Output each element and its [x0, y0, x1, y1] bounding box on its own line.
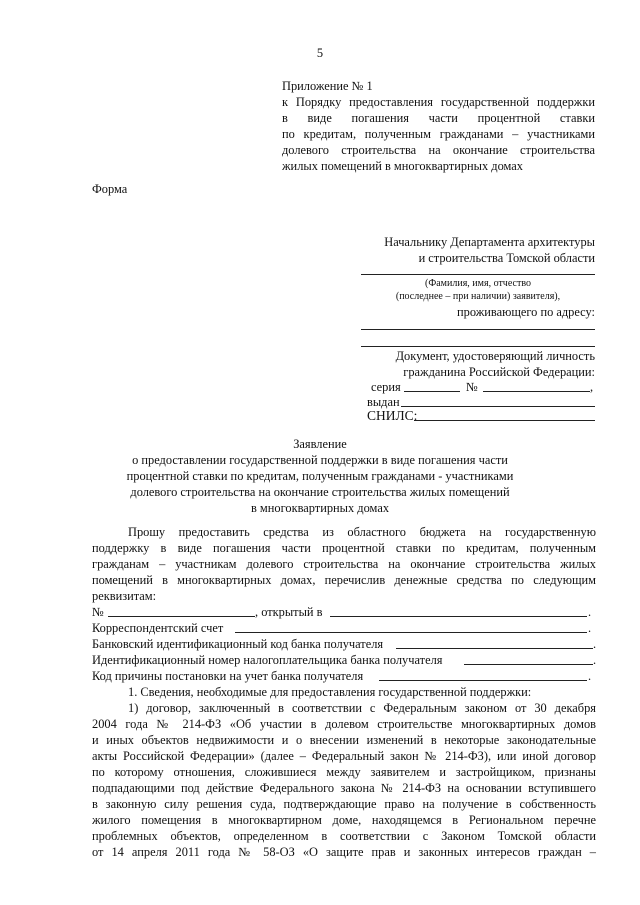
page-number: 5: [316, 46, 324, 60]
document-subtitle: в многоквартирных домах: [250, 501, 390, 515]
info-line: акты Российской Федерации» (далее – Федеральный закон № 214-ФЗ), или иной договор: [92, 749, 596, 763]
identity-doc-label: Документ, удостоверяющий личность: [395, 349, 595, 363]
info-line: от 14 апреля 2011 года № 58-ОЗ «О защите прав и законных интересов граждан –: [92, 845, 596, 859]
applicant-name-line[interactable]: [361, 274, 595, 275]
kpp-field[interactable]: [379, 680, 587, 681]
address-line-1[interactable]: [361, 329, 595, 330]
request-line: гражданам – участникам долевого строительства на окончание строительства жилых: [92, 557, 596, 571]
info-line: 1) договор, заключенный в соответствии с Федеральным законом от 30 декабря: [128, 701, 596, 715]
inn-label: Идентификационный номер налогоплательщика банка получателя: [92, 653, 443, 667]
bank-name-field[interactable]: [330, 616, 587, 617]
account-no-label: №: [92, 605, 104, 619]
request-line: помещений в многоквартирных домах, перечислив денежные средства по следующим: [92, 573, 596, 587]
info-line: проблемных объектов, определенном в соответствии с Законом Томской области: [92, 829, 596, 843]
document-subtitle: процентной ставки по кредитам, полученным гражданами - участниками: [126, 469, 514, 483]
document-subtitle: о предоставлении государственной поддержки в виде погашения части: [132, 453, 508, 467]
address-line-2[interactable]: [361, 346, 595, 347]
info-line: 2004 года № 214-ФЗ «Об участии в долевом строительстве многоквартирных домов: [92, 717, 596, 731]
series-label: серия: [371, 380, 401, 394]
request-line: Прошу предоставить средства из областного бюджета на государственную: [128, 525, 596, 539]
colon: ,: [590, 380, 594, 394]
series-field[interactable]: [404, 391, 460, 392]
document-subtitle: долевого строительства на окончание строительства жилых помещений: [130, 485, 510, 499]
appendix-title: Приложение № 1: [282, 79, 373, 93]
inn-field[interactable]: [464, 664, 593, 665]
period: .: [588, 605, 592, 619]
snils-field[interactable]: [414, 420, 595, 421]
addressee-line: Начальнику Департамента архитектуры: [384, 235, 595, 249]
issued-label: выдан: [367, 395, 400, 409]
appendix-line: жилых помещений в многоквартирных домах: [282, 159, 523, 173]
addressee-line: и строительства Томской области: [418, 251, 595, 265]
appendix-line: по кредитам, полученным гражданами – участниками: [282, 127, 595, 141]
section-title: 1. Сведения, необходимые для предоставления государственной поддержки:: [128, 685, 532, 699]
corr-account-field[interactable]: [235, 632, 587, 633]
info-line: по которому отношения, сложившиеся между заявителем и застройщиком, признаны: [92, 765, 596, 779]
period: .: [588, 621, 592, 635]
appendix-line: долевого строительства на окончание строительства: [282, 143, 595, 157]
request-line: поддержку в виде погашения части процентной ставки по кредитам, полученным: [92, 541, 596, 555]
identity-doc-label: гражданина Российской Федерации:: [403, 365, 595, 379]
form-label: Форма: [92, 182, 128, 196]
appendix-line: к Порядку предоставления государственной поддержки: [282, 95, 595, 109]
period: .: [593, 637, 597, 651]
opened-in-label: , открытый в: [255, 605, 323, 619]
period: .: [593, 653, 597, 667]
bik-label: Банковский идентификационный код банка получателя: [92, 637, 384, 651]
snils-label: СНИЛС:: [367, 408, 418, 423]
info-line: и иных объектов недвижимости и о внесении изменений в некоторые законодательные: [92, 733, 596, 747]
appendix-line: в виде погашения части процентной ставки: [282, 111, 595, 125]
bik-field[interactable]: [396, 648, 593, 649]
issued-field[interactable]: [401, 406, 595, 407]
info-line: в законную силу решения суда, подтверждающие право на получение в собственность: [92, 797, 596, 811]
number-label: №: [466, 380, 478, 394]
kpp-label: Код причины постановки на учет банка получателя: [92, 669, 364, 683]
info-line: жилого помещения в многоквартирном доме, находящемся в Региональном перечне: [92, 813, 596, 827]
account-number-field[interactable]: [108, 616, 255, 617]
number-field[interactable]: [483, 391, 590, 392]
period: .: [588, 669, 592, 683]
request-line: реквизитам:: [92, 589, 157, 603]
residing-label: проживающего по адресу:: [457, 305, 595, 319]
name-caption: (последнее – при наличии) заявителя),: [395, 291, 561, 302]
name-caption: (Фамилия, имя, отчество: [425, 278, 531, 289]
info-line: подпадающими под действие Федерального закона № 214-ФЗ на основании вступившего: [92, 781, 596, 795]
corr-account-label: Корреспондентский счет: [92, 621, 224, 635]
document-title: Заявление: [293, 437, 347, 451]
